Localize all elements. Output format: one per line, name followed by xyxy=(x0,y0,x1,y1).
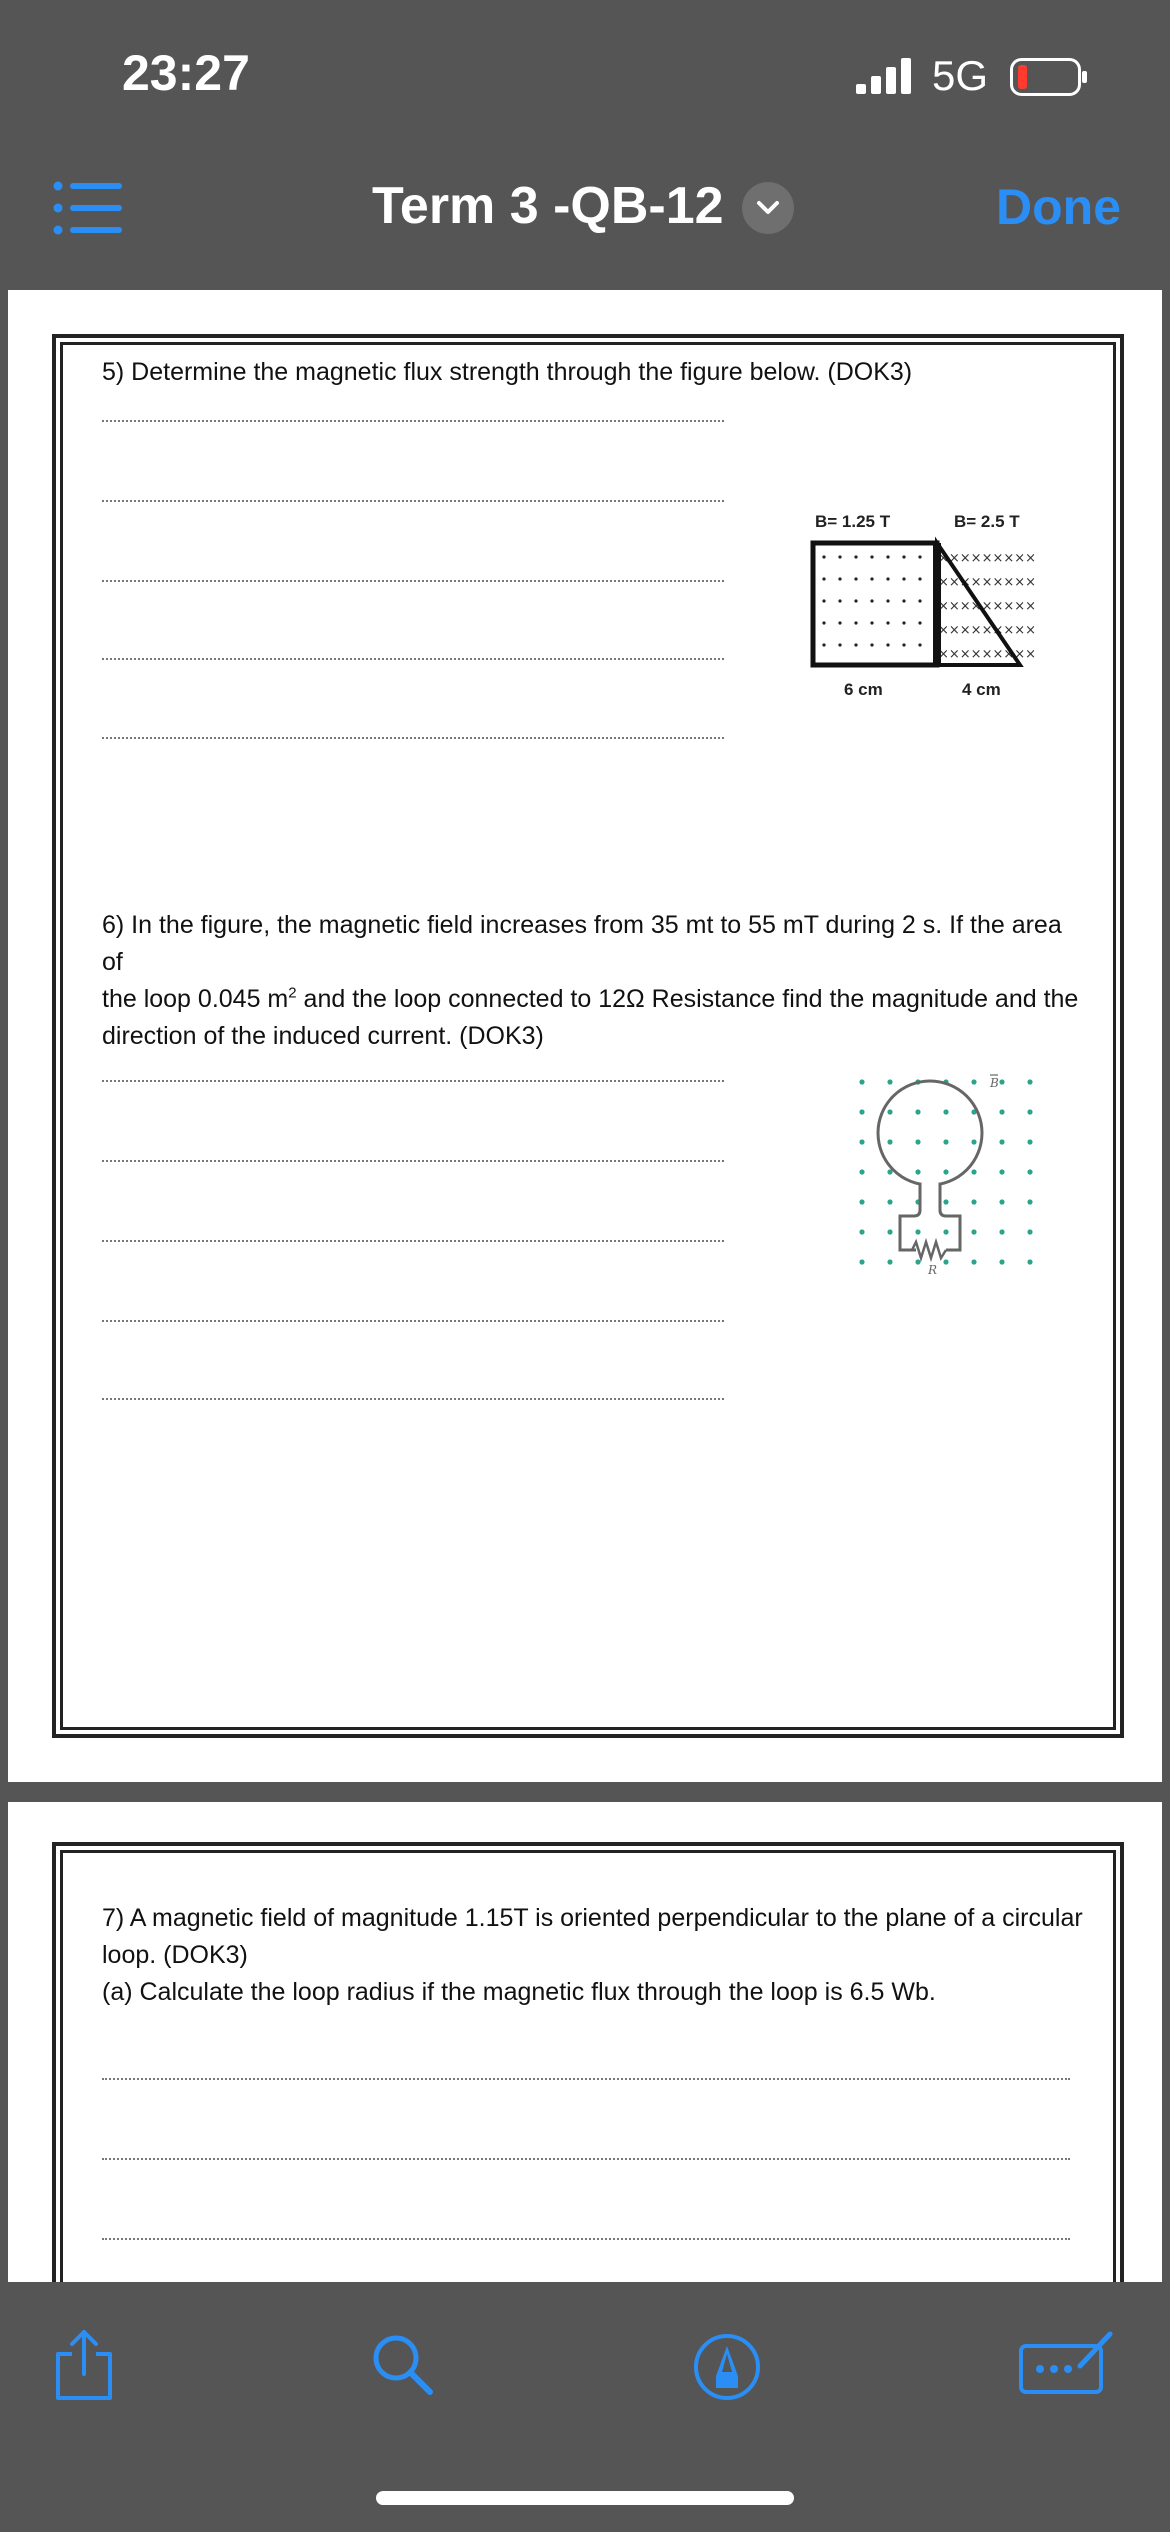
field-dot xyxy=(1027,1229,1032,1234)
field-dot xyxy=(943,1229,948,1234)
field-dot xyxy=(854,577,857,580)
answer-line xyxy=(102,2158,1070,2160)
field-cross-row: ××××××××× xyxy=(938,623,1037,638)
field-dot xyxy=(822,643,825,646)
field-dot xyxy=(999,1139,1004,1144)
field-dot xyxy=(859,1079,864,1084)
field-dot xyxy=(887,1229,892,1234)
field-dot xyxy=(870,555,873,558)
field-dot xyxy=(859,1229,864,1234)
field-dot xyxy=(971,1139,976,1144)
answer-line xyxy=(102,500,724,502)
field-dot xyxy=(887,1139,892,1144)
field-dot xyxy=(1027,1199,1032,1204)
field-cross-row: ××××××××× xyxy=(938,647,1037,662)
answer-line xyxy=(102,2078,1070,2080)
field-dot xyxy=(887,1079,892,1084)
field-dot xyxy=(1027,1259,1032,1264)
status-bar xyxy=(0,0,1170,140)
answer-line xyxy=(102,1160,724,1162)
field-dot xyxy=(918,577,921,580)
field-dot xyxy=(887,1259,892,1264)
field-dot xyxy=(859,1109,864,1114)
keyboard-edit-icon[interactable] xyxy=(1018,2328,1114,2398)
field-dot xyxy=(854,555,857,558)
dot-field-region xyxy=(822,555,921,646)
home-indicator[interactable] xyxy=(376,2491,794,2505)
field-label-right: B= 2.5 T xyxy=(954,512,1020,531)
field-dot xyxy=(822,621,825,624)
field-dot xyxy=(887,1109,892,1114)
search-icon[interactable] xyxy=(370,2332,436,2398)
chevron-down-icon xyxy=(742,182,794,234)
field-dot xyxy=(822,555,825,558)
done-button[interactable]: Done xyxy=(996,179,1121,235)
field-dot xyxy=(838,555,841,558)
field-dot xyxy=(999,1169,1004,1174)
question-6-line-1: 6) In the figure, the magnetic field increases from 35 mt to 55 mT during 2 s. If the area of xyxy=(102,911,1062,976)
field-dot xyxy=(822,577,825,580)
answer-line xyxy=(102,1320,724,1322)
field-dot xyxy=(999,1109,1004,1114)
field-cross-row: ××××××××× xyxy=(938,599,1037,614)
loop-circuit-figure xyxy=(836,1070,1056,1290)
question-7-text xyxy=(102,1900,1102,2011)
field-dot xyxy=(886,599,889,602)
resistor-label: R xyxy=(928,1263,938,1277)
field-dot xyxy=(918,599,921,602)
field-dot xyxy=(971,1169,976,1174)
answer-line xyxy=(102,1240,724,1242)
question-6-line-2: the loop 0.045 $m^2$ and the loop connected to 12Ω Resistance find the magnitude and the xyxy=(102,984,1079,1013)
answer-line xyxy=(102,737,724,739)
question-7-line-1: 7) A magnetic field of magnitude 1.15T is oriented perpendicular to the plane of a circular xyxy=(102,1904,1083,1932)
field-dot xyxy=(943,1259,948,1264)
field-dot xyxy=(854,643,857,646)
field-dot xyxy=(971,1259,976,1264)
field-dot xyxy=(999,1199,1004,1204)
field-dot xyxy=(838,621,841,624)
field-dot xyxy=(870,577,873,580)
field-dot xyxy=(859,1199,864,1204)
field-dot xyxy=(999,1229,1004,1234)
title-menu-button[interactable] xyxy=(742,182,794,234)
field-dot xyxy=(943,1169,948,1174)
question-6-line-3: direction of the induced current. (DOK3) xyxy=(102,1022,544,1050)
field-cross-row: ××××××××× xyxy=(938,551,1037,566)
field-dot xyxy=(999,1079,1004,1084)
field-dot xyxy=(971,1229,976,1234)
field-cross-row: ××××××××× xyxy=(938,575,1037,590)
field-dot xyxy=(870,621,873,624)
field-dot xyxy=(870,643,873,646)
field-dot xyxy=(1027,1169,1032,1174)
field-dot xyxy=(971,1199,976,1204)
answer-line xyxy=(102,420,724,422)
question-7-line-3: (a) Calculate the loop radius if the magnetic flux through the loop is 6.5 Wb. xyxy=(102,1978,936,2006)
field-dot xyxy=(999,1259,1004,1264)
document-page-1 xyxy=(8,290,1162,1782)
field-dot xyxy=(943,1139,948,1144)
field-dot xyxy=(886,577,889,580)
field-dot xyxy=(943,1199,948,1204)
field-dot xyxy=(971,1079,976,1084)
markup-icon[interactable] xyxy=(692,2332,762,2402)
field-dot xyxy=(887,1199,892,1204)
status-time: 23:27 xyxy=(122,45,250,101)
field-dot xyxy=(902,577,905,580)
dimension-left: 6 cm xyxy=(844,680,883,699)
answer-line xyxy=(102,580,724,582)
question-7-line-2: loop. (DOK3) xyxy=(102,1941,248,1969)
conducting-loop xyxy=(878,1081,982,1185)
field-dot xyxy=(838,599,841,602)
nav-bar xyxy=(0,140,1170,272)
document-page-2 xyxy=(8,1802,1162,2282)
share-icon[interactable] xyxy=(52,2328,116,2404)
field-dot xyxy=(1027,1109,1032,1114)
field-dot xyxy=(1027,1139,1032,1144)
network-type: 5G xyxy=(932,52,989,99)
field-dot xyxy=(902,643,905,646)
field-dot xyxy=(822,599,825,602)
answer-line xyxy=(102,1080,724,1082)
square-region-outline xyxy=(813,543,937,665)
field-label-left: B= 1.25 T xyxy=(815,512,891,531)
field-dot xyxy=(918,621,921,624)
field-dot xyxy=(902,599,905,602)
field-dot xyxy=(915,1229,920,1234)
field-dot xyxy=(838,643,841,646)
question-5-text: 5) Determine the magnetic flux strength through the figure below. (DOK3) xyxy=(102,358,913,386)
resistor xyxy=(912,1242,946,1258)
field-dot xyxy=(915,1139,920,1144)
document-title[interactable]: Term 3 -QB-12 xyxy=(372,177,724,235)
field-dot xyxy=(870,599,873,602)
field-dot xyxy=(918,643,921,646)
field-dot xyxy=(859,1139,864,1144)
field-dot xyxy=(859,1259,864,1264)
flux-figure xyxy=(798,500,1088,700)
field-dot xyxy=(915,1169,920,1174)
field-dot xyxy=(854,599,857,602)
answer-line xyxy=(102,1398,724,1400)
field-dot xyxy=(902,555,905,558)
field-dot xyxy=(886,555,889,558)
field-dot xyxy=(915,1109,920,1114)
question-6-text xyxy=(102,907,1082,1055)
answer-line xyxy=(102,2238,1070,2240)
field-dot xyxy=(838,577,841,580)
dimension-right: 4 cm xyxy=(962,680,1001,699)
field-dot xyxy=(1027,1079,1032,1084)
field-dot xyxy=(918,555,921,558)
field-dot xyxy=(854,621,857,624)
field-dot xyxy=(943,1109,948,1114)
signal-bars-icon xyxy=(856,58,914,94)
field-dot xyxy=(902,621,905,624)
field-dot xyxy=(886,621,889,624)
field-dot xyxy=(915,1259,920,1264)
answer-line xyxy=(102,658,724,660)
field-dot xyxy=(886,643,889,646)
list-icon[interactable] xyxy=(52,180,124,236)
field-label: B xyxy=(990,1076,999,1090)
battery-icon xyxy=(1010,58,1088,96)
field-dot xyxy=(859,1169,864,1174)
